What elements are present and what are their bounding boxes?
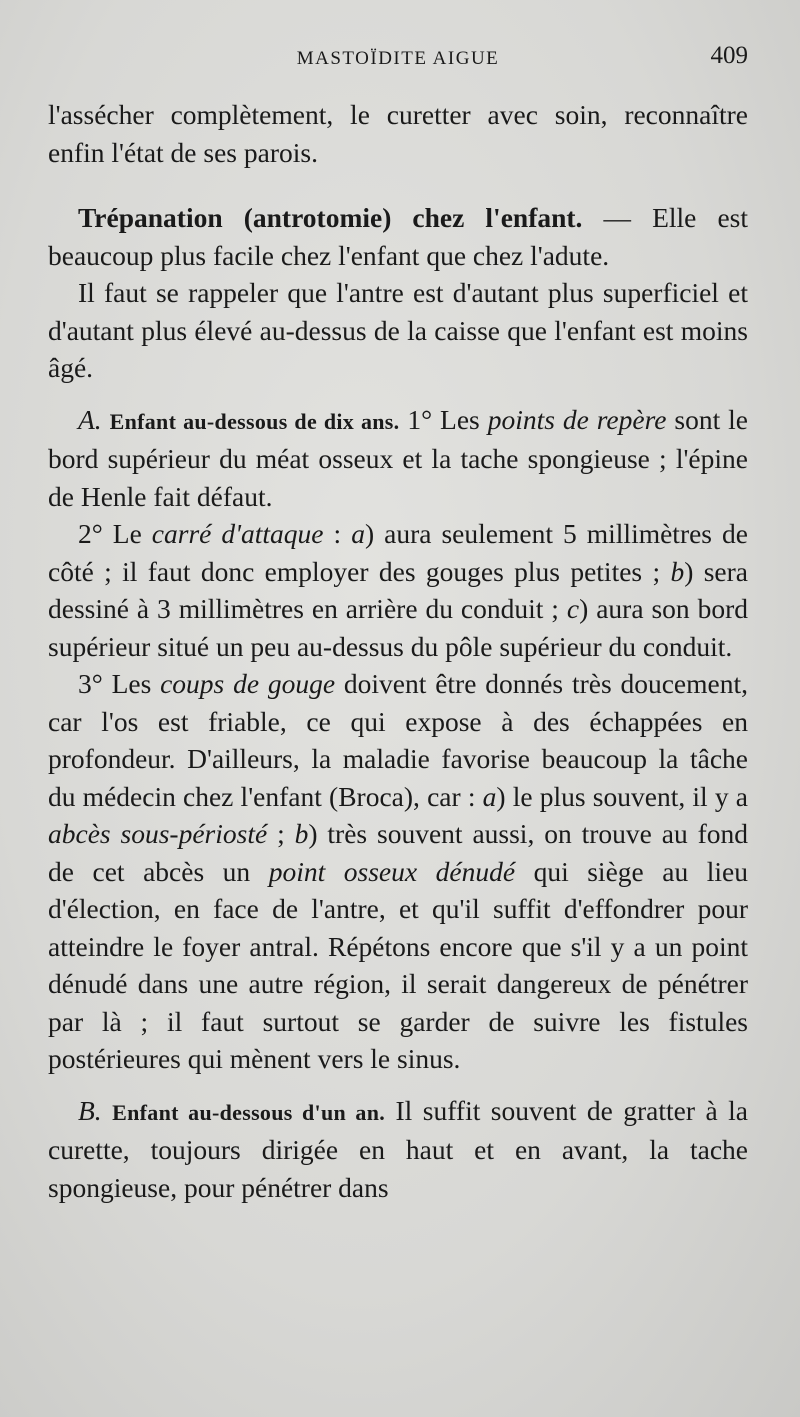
emphasis: b	[294, 818, 309, 849]
emphasis: abcès sous-périosté	[48, 818, 268, 849]
emphasis: b	[670, 555, 685, 587]
paragraph-text: Il suffit souvent de gratter à la curette, toujours dirigée en haut et en avant, la tache spongieuse, pour pénétrer dans	[48, 1094, 748, 1203]
paragraph-text: ;	[267, 818, 295, 849]
emphasis: points de repère	[487, 403, 667, 435]
paragraph-antre	[48, 274, 748, 387]
section-heading: Trépanation (antrotomie) chez l'enfant.	[78, 202, 583, 233]
section-letter: B.	[78, 1094, 102, 1126]
page-header	[48, 42, 748, 78]
emphasis: a	[482, 780, 497, 812]
paragraph-trepanation	[48, 199, 748, 274]
paragraph-text: ) le plus souvent, il y a	[496, 780, 748, 812]
paragraph-text: l'assécher complètement, le curetter avec soin, reconnaître enfin l'état de ses parois.	[48, 99, 748, 168]
paragraph-text: qui siège au lieu d'élection, en face de l'antre, et qu'il suffit d'effondrer pour atteindre le foyer antral. Répétons encore que s'il y a un point dénudé dans une autre région, il serait dangereux de pénétrer par là ; il faut surtout se garder de suivre les fistules postérieures qui mènent vers le sinus.	[48, 855, 748, 1074]
running-title: MASTOÏDITE AIGUE	[296, 48, 500, 69]
emphasis: point osseux dénudé	[268, 855, 516, 887]
emphasis: carré d'attaque	[151, 518, 324, 549]
paragraph-text: ) sera dessiné à 3 millimètres en arrière du conduit ;	[48, 555, 748, 624]
emphasis: a	[351, 518, 365, 549]
section-letter: A.	[78, 403, 102, 435]
page-body	[48, 96, 748, 1206]
paragraph-section-a	[48, 401, 748, 516]
paragraph-text: sont le bord supérieur du méat osseux et la tache spongieuse ; l'épine de Henle fait défaut.	[48, 403, 749, 512]
paragraph-section-b	[48, 1092, 748, 1207]
paragraph-text: 2° Le	[78, 518, 152, 549]
paragraph-text: Il faut se rappeler que l'antre est d'autant plus superficiel et d'autant plus élevé au-dessus de la caisse que l'enfant est moins âgé.	[48, 277, 748, 383]
paragraph-text: — Elle est beaucoup plus facile chez l'enfant que chez l'adute.	[48, 202, 748, 271]
paragraph-continuation	[48, 96, 748, 171]
paragraph-gouge	[48, 665, 748, 1078]
paragraph-text: 3° Les	[78, 668, 161, 699]
paragraph-text: ) aura seulement 5 millimètres de côté ; il faut donc employer des gouges plus petites ;	[48, 518, 748, 587]
page-number: 409	[710, 42, 748, 69]
emphasis: coups de gouge	[160, 668, 336, 699]
paragraph-text: :	[323, 518, 352, 549]
subsection-heading: Enfant au-dessous de dix ans.	[109, 408, 400, 434]
paragraph-text: doivent être donnés très doucement, car l'os est friable, ce qui expose à des échappées en profondeur. D'ailleurs, la maladie favorise beaucoup la tâche du médecin chez l'enfant (Broca), car :	[48, 668, 748, 812]
subsection-heading: Enfant au-dessous d'un an.	[112, 1099, 386, 1125]
paragraph-carre	[48, 515, 748, 665]
paragraph-text: ) aura son bord supérieur situé un peu au-dessus du pôle supérieur du conduit.	[48, 593, 748, 662]
emphasis: c	[566, 593, 580, 624]
paragraph-text: 1° Les	[399, 403, 488, 435]
paragraph-text: ) très souvent aussi, on trouve au fond de cet abcès un	[48, 818, 749, 887]
